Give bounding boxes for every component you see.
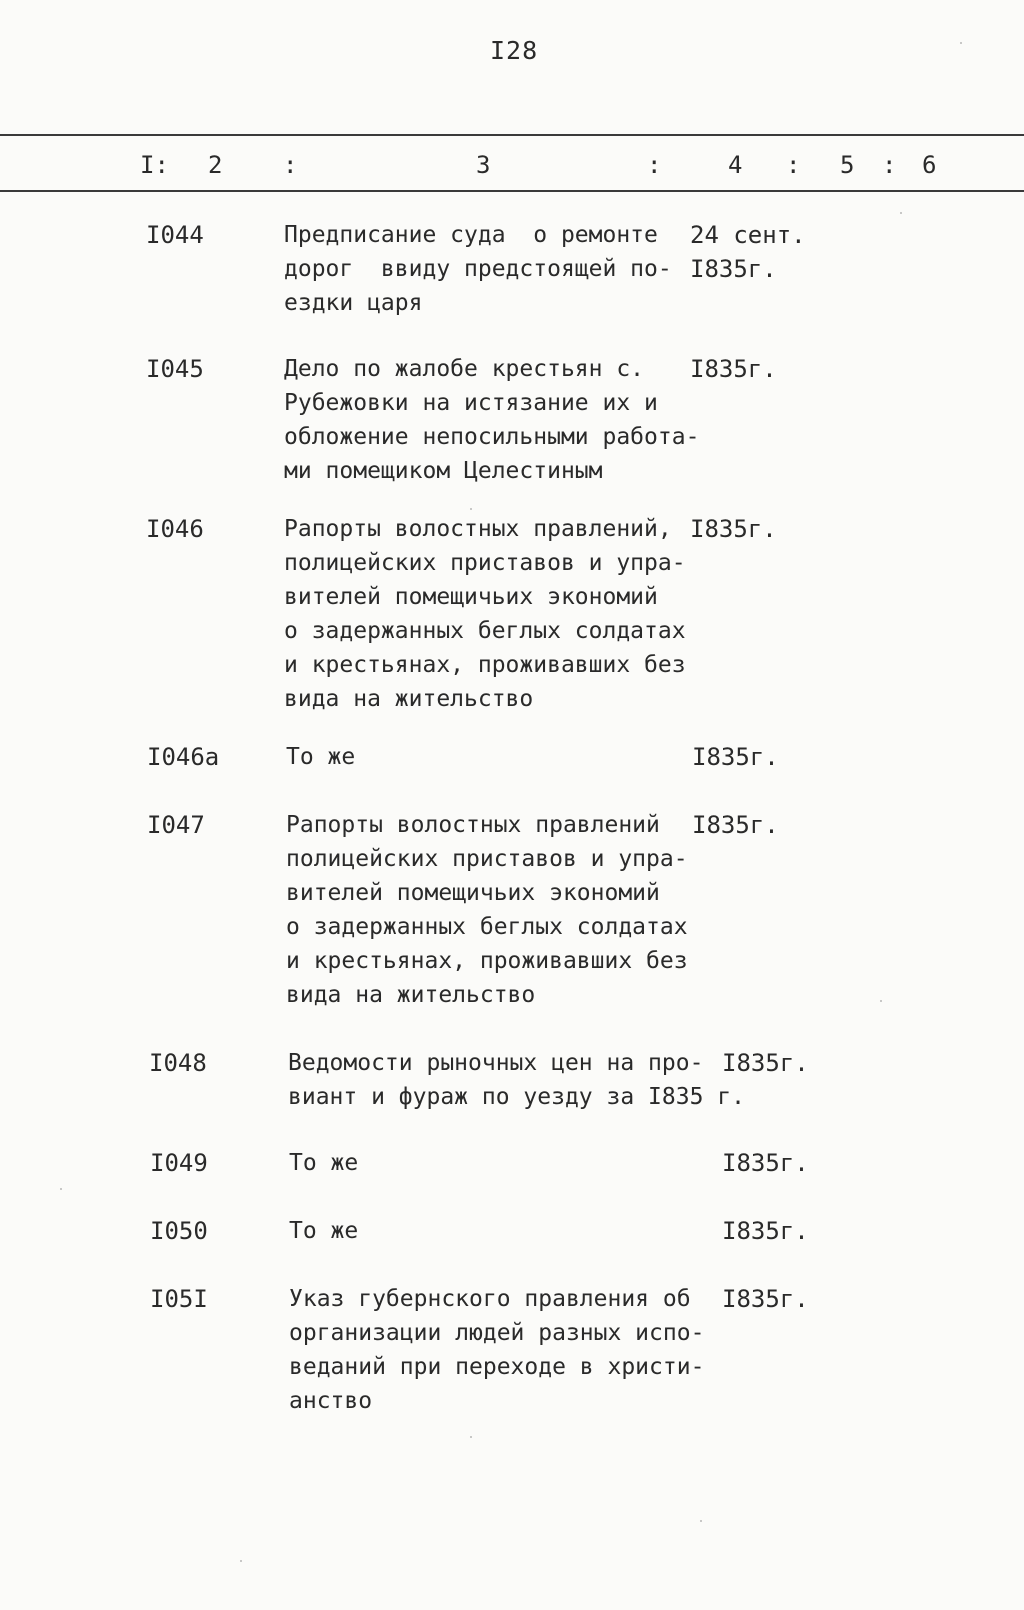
description-line: и крестьянах, проживавших без <box>286 948 688 974</box>
paper-speck <box>900 212 902 214</box>
paper-speck <box>470 1436 472 1438</box>
paper-speck <box>960 42 962 44</box>
entry-date <box>690 512 777 546</box>
description-line: полицейских приставов и упра- <box>284 550 686 576</box>
description-line: вида на жительство <box>284 686 534 712</box>
paper-speck <box>240 1560 242 1562</box>
entry-date <box>692 740 779 774</box>
entry-description <box>289 1282 759 1418</box>
description-line: Дело по жалобе крестьян с. <box>284 356 645 382</box>
paper-speck <box>60 1188 62 1190</box>
date-line: 24 сент. <box>690 221 806 249</box>
column-header-6: 6 <box>922 151 937 179</box>
entry-description <box>284 218 754 320</box>
entry-date <box>690 218 806 286</box>
column-separator: : <box>283 151 298 179</box>
paper-speck <box>700 1520 702 1522</box>
column-header-4: 4 <box>728 151 743 179</box>
description-line: и крестьянах, проживавших без <box>284 652 686 678</box>
description-line: Указ губернского правления об <box>289 1286 691 1312</box>
description-line: полицейских приставов и упра- <box>286 846 688 872</box>
entry-description <box>289 1214 759 1248</box>
description-line: Рубежовки на истязание их и <box>284 390 658 416</box>
date-line: I835г. <box>722 1217 809 1245</box>
entry-date <box>722 1282 809 1316</box>
description-line: вида на жительство <box>286 982 536 1008</box>
description-line: ездки царя <box>284 290 423 316</box>
description-line: Предписание суда о ремонте <box>284 222 658 248</box>
entry-date <box>690 352 777 386</box>
description-line: дорог ввиду предстоящей по- <box>284 256 672 282</box>
column-header-3: 3 <box>476 151 491 179</box>
entry-description <box>286 740 756 774</box>
date-line: I835г. <box>722 1149 809 1177</box>
entry-date <box>692 808 779 842</box>
entry-number: I05I <box>150 1285 208 1313</box>
description-line: обложение непосильными работа- <box>284 424 700 450</box>
paper-speck <box>880 1000 882 1002</box>
entry-date <box>722 1146 809 1180</box>
description-line: вителей помещичьих экономий <box>286 880 660 906</box>
entry-number: I044 <box>146 221 204 249</box>
description-line: веданий при переходе в христи- <box>289 1354 705 1380</box>
entry-number: I050 <box>150 1217 208 1245</box>
date-line: I835г. <box>722 1285 809 1313</box>
entry-number: I045 <box>146 355 204 383</box>
entry-date <box>722 1046 809 1080</box>
entry-number: I049 <box>150 1149 208 1177</box>
description-line: анство <box>289 1388 373 1414</box>
entry-description <box>284 352 754 488</box>
description-line: Ведомости рыночных цен на про- <box>288 1050 704 1076</box>
description-line: виант и фураж по уезду за I835 г. <box>288 1084 745 1110</box>
description-line: вителей помещичьих экономий <box>284 584 658 610</box>
column-header-2: 2 <box>208 151 223 179</box>
description-line: о задержанных беглых солдатах <box>286 914 688 940</box>
header-top-rule <box>0 134 1024 136</box>
description-line: То же <box>289 1218 359 1244</box>
description-line: Рапорты волостных правлений, <box>284 516 672 542</box>
date-line: I835г. <box>690 255 777 283</box>
date-line: I835г. <box>690 515 777 543</box>
date-line: I835г. <box>722 1049 809 1077</box>
entry-number: I046 <box>146 515 204 543</box>
description-line: ми помещиком Целестиным <box>284 458 603 484</box>
date-line: I835г. <box>692 743 779 771</box>
entry-date <box>722 1214 809 1248</box>
column-header-1: I: <box>140 151 169 179</box>
column-header-5: 5 <box>840 151 855 179</box>
entry-number: I048 <box>149 1049 207 1077</box>
entry-description <box>289 1146 759 1180</box>
entry-number: I047 <box>147 811 205 839</box>
page-number: I28 <box>490 36 539 65</box>
entry-description <box>288 1046 758 1114</box>
date-line: I835г. <box>690 355 777 383</box>
paper-speck <box>470 508 472 510</box>
date-line: I835г. <box>692 811 779 839</box>
description-line: То же <box>286 744 356 770</box>
entry-description <box>284 512 754 716</box>
entry-number: I046а <box>147 743 220 771</box>
column-separator: : <box>786 151 801 179</box>
description-line: То же <box>289 1150 359 1176</box>
column-separator: : <box>882 151 897 179</box>
header-bottom-rule <box>0 190 1024 192</box>
description-line: о задержанных беглых солдатах <box>284 618 686 644</box>
entry-description <box>286 808 756 1012</box>
description-line: организации людей разных испо- <box>289 1320 705 1346</box>
column-separator: : <box>647 151 662 179</box>
description-line: Рапорты волостных правлений <box>286 812 660 838</box>
